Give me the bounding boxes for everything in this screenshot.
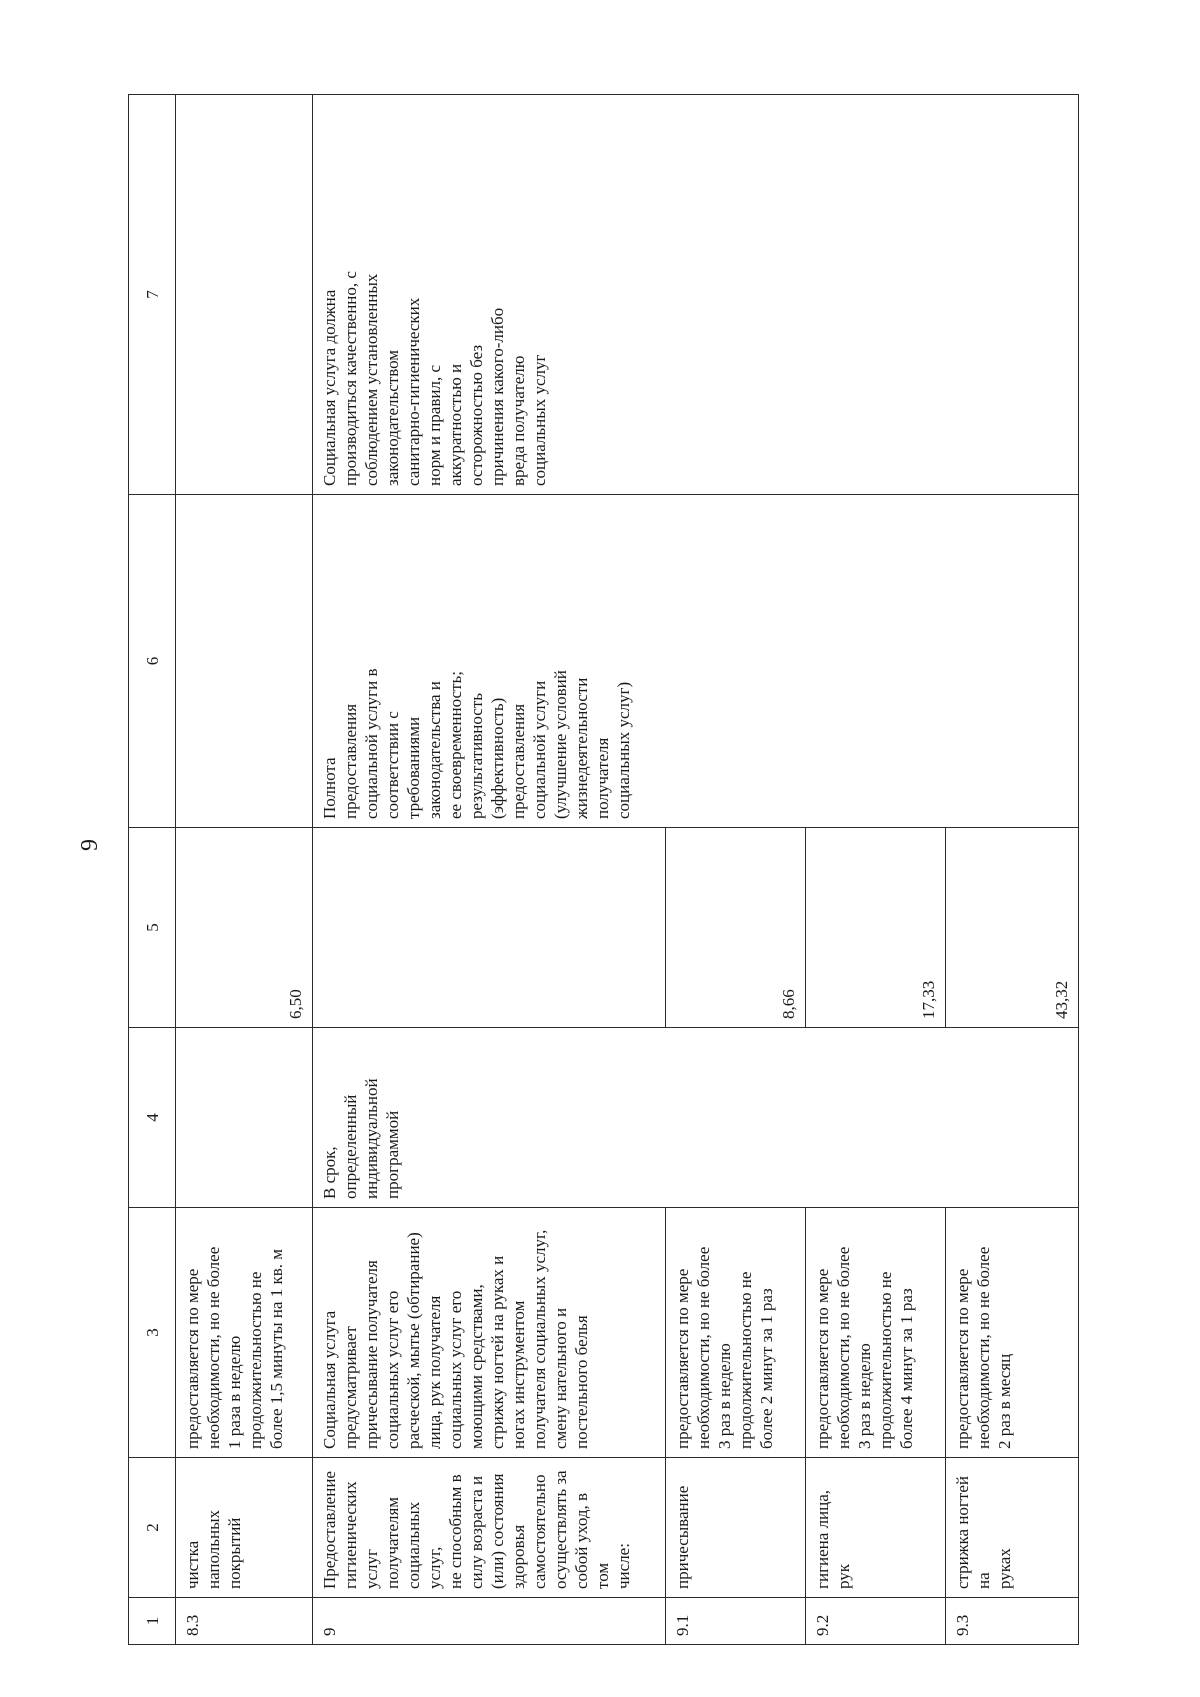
- service-name: причесывание: [666, 1458, 806, 1598]
- column-header: 2: [129, 1458, 176, 1598]
- table-row: [176, 95, 313, 1645]
- service-value: 17,33: [806, 828, 946, 1028]
- service-value: 43,32: [946, 828, 1079, 1028]
- service-description: предоставляется по мере необходимости, но не более 3 раз в неделю продолжительностью не более 4 минут за 1 раз: [806, 1208, 946, 1458]
- service-term: [176, 1028, 313, 1208]
- service-description: предоставляется по мере необходимости, но не более 1 раза в неделю продолжительностью не более 1,5 минуты на 1 кв. м: [176, 1208, 313, 1458]
- column-header: 1: [129, 1598, 176, 1645]
- column-header: 4: [129, 1028, 176, 1208]
- column-header: 3: [129, 1208, 176, 1458]
- table-row: [313, 95, 666, 1645]
- row-number: 9.1: [666, 1598, 806, 1645]
- service-value: 6,50: [176, 828, 313, 1028]
- service-term: В срок, определенный индивидуальной программой: [313, 1028, 1079, 1208]
- row-number: 9.3: [946, 1598, 1079, 1645]
- column-header: 7: [129, 95, 176, 495]
- row-number: 9.2: [806, 1598, 946, 1645]
- service-description: Социальная услуга предусматривает причесывание получателя социальных услуг его расческой, мытье (обтирание) лица, рук получателя социальных услуг его моющими средствами, стрижку ногтей на руках и ногах инструментом получателя социальных услуг, смену нательного и постельного белья: [313, 1208, 666, 1458]
- service-conditions: [176, 95, 313, 495]
- page-number: 9: [77, 839, 103, 851]
- service-name: Предоставление гигиенических услуг получателям социальных услуг, не способным в силу возраста и (или) состояния здоровья самостоятельно осуществлять за собой уход, в том числе:: [313, 1458, 666, 1598]
- service-indicators: [176, 495, 313, 828]
- table-header-row: [129, 95, 176, 1645]
- service-description: предоставляется по мере необходимости, но не более 3 раз в неделю продолжительностью не более 2 минут за 1 раз: [666, 1208, 806, 1458]
- row-number: 8.3: [176, 1598, 313, 1645]
- services-table-wrapper: [128, 95, 1078, 1645]
- service-value: [313, 828, 666, 1028]
- service-name: чистка напольных покрытий: [176, 1458, 313, 1598]
- row-number: 9: [313, 1598, 666, 1645]
- column-header: 5: [129, 828, 176, 1028]
- service-name: стрижка ногтей на руках: [946, 1458, 1079, 1598]
- service-description: предоставляется по мере необходимости, но не более 2 раз в месяц: [946, 1208, 1079, 1458]
- service-value: 8,66: [666, 828, 806, 1028]
- services-table: [128, 94, 1079, 1645]
- service-conditions: Социальная услуга должна производиться качественно, с соблюдением установленных законодательством санитарно-гигиенических норм и правил, с аккуратностью и осторожностью без причинения какого-либо вреда получателю социальных услуг: [313, 95, 1079, 495]
- service-name: гигиена лица, рук: [806, 1458, 946, 1598]
- column-header: 6: [129, 495, 176, 828]
- service-indicators: Полнота предоставления социальной услуги в соответствии с требованиями законодательства и ее своевременность; результативность (эффективность) предоставления социальной услуги (улучшение условий жизнедеятельности получателя социальных услуг): [313, 495, 1079, 828]
